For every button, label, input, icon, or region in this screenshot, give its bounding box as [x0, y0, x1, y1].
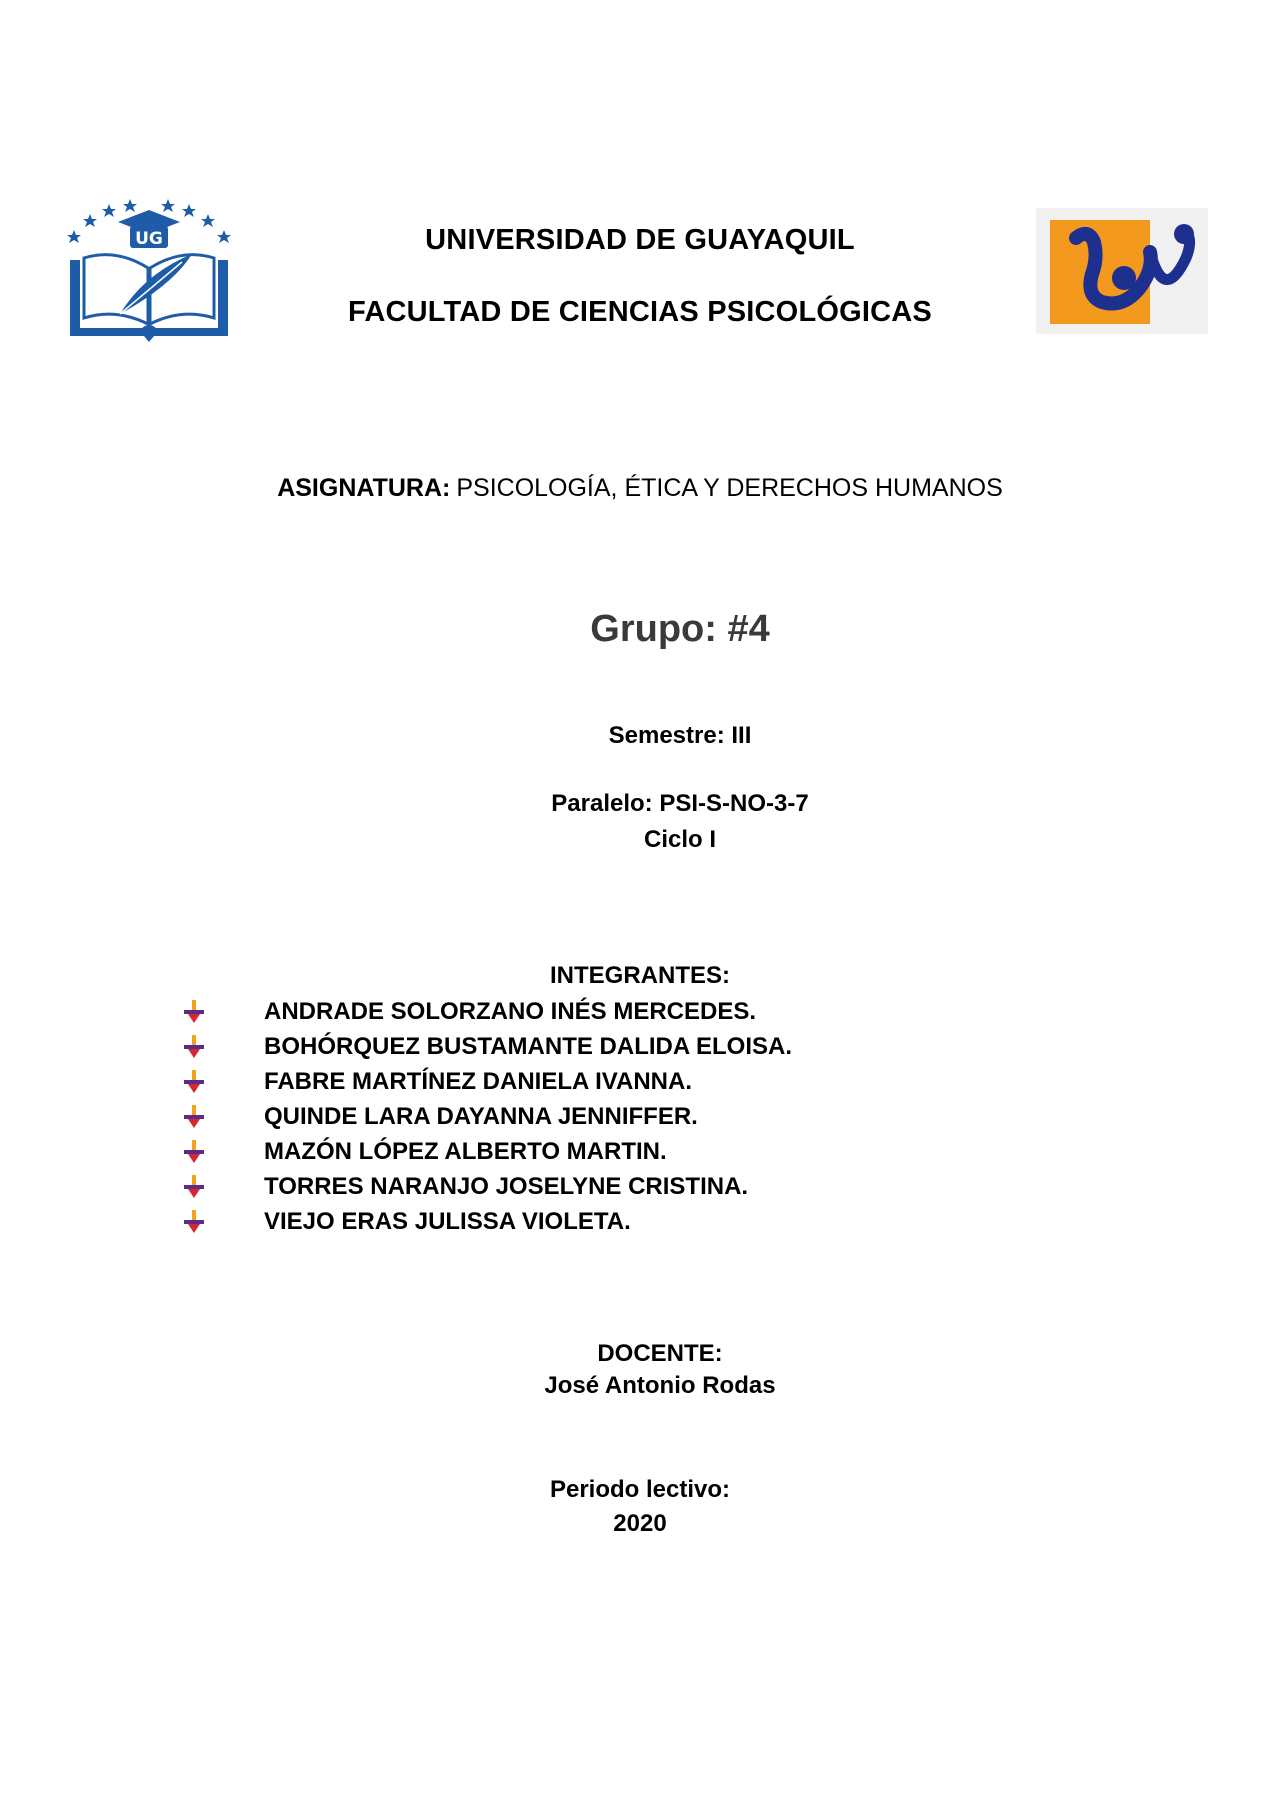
list-item [180, 994, 792, 1029]
subject-line [0, 474, 1280, 503]
university-title: UNIVERSIDAD DE GUAYAQUIL [425, 224, 855, 256]
list-item [180, 1099, 792, 1134]
university-logo [64, 196, 234, 342]
list-item [180, 1169, 792, 1204]
teacher-name: José Antonio Rodas [544, 1372, 776, 1399]
arrow-down-bullet-icon [180, 1137, 208, 1165]
member-name: QUINDE LARA DAYANNA JENNIFFER. [264, 1102, 698, 1130]
period-label: Periodo lectivo: [549, 1476, 731, 1503]
faculty-logo [1036, 208, 1208, 334]
arrow-down-bullet-icon [180, 1102, 208, 1130]
member-name: BOHÓRQUEZ BUSTAMANTE DALIDA ELOISA. [264, 1032, 792, 1060]
members-heading: INTEGRANTES: [550, 962, 730, 989]
list-item [180, 1029, 792, 1064]
member-name: VIEJO ERAS JULISSA VIOLETA. [264, 1207, 631, 1235]
arrow-down-bullet-icon [180, 997, 208, 1025]
faculty-emblem-icon [1036, 208, 1208, 334]
list-item [180, 1064, 792, 1099]
arrow-down-bullet-icon [180, 1067, 208, 1095]
semester-line: Semestre: III [608, 722, 752, 749]
member-name: ANDRADE SOLORZANO INÉS MERCEDES. [264, 997, 757, 1025]
member-name: TORRES NARANJO JOSELYNE CRISTINA. [264, 1172, 749, 1200]
arrow-down-bullet-icon [180, 1172, 208, 1200]
open-book-quill-icon [64, 196, 234, 342]
svg-text:UG: UG [135, 229, 163, 249]
list-item [180, 1134, 792, 1169]
cycle-line: Ciclo I [643, 826, 716, 853]
arrow-down-bullet-icon [180, 1207, 208, 1235]
members-list [180, 994, 792, 1239]
subject-value: PSICOLOGÍA, ÉTICA Y DERECHOS HUMANOS [456, 474, 1003, 502]
parallel-line: Paralelo: PSI-S-NO-3-7 [551, 790, 809, 817]
list-item [180, 1204, 792, 1239]
arrow-down-bullet-icon [180, 1032, 208, 1060]
period-year: 2020 [613, 1510, 667, 1537]
subject-label: ASIGNATURA: [277, 474, 451, 502]
group-title: Grupo: #4 [590, 608, 770, 650]
member-name: MAZÓN LÓPEZ ALBERTO MARTIN. [264, 1137, 667, 1165]
faculty-title: FACULTAD DE CIENCIAS PSICOLÓGICAS [348, 296, 932, 328]
member-name: FABRE MARTÍNEZ DANIELA IVANNA. [264, 1067, 692, 1095]
teacher-label: DOCENTE: [597, 1340, 723, 1367]
